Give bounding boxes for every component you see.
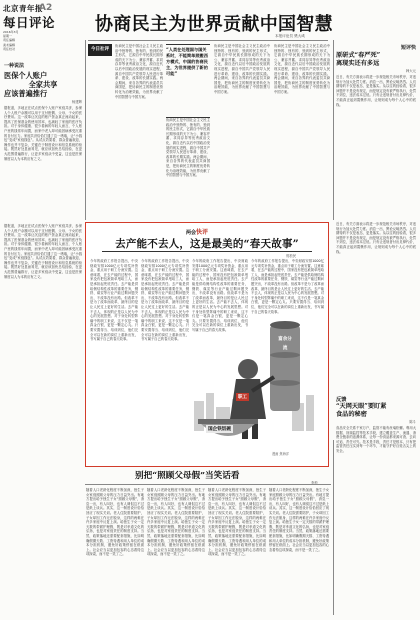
bottom-body-col: 随着人口老龄化程度不断加深，独生子女家庭照顾父母的压力日益突出。有地方提出给予独生子女“照顾父母假”，消息一出，有人叫好，也有人调侃这不过是纸上谈兵。其实，这一制度设计恰恰回应了现实关切。老人住院需要陪护，子女却因工作无法脱身，这样的两难在许多家庭中反复上演。给独生子女一定天数的带薪护理假，既是对孝道文化的弘扬，也是对家庭责任的制度支持。当然，政策落地还需要配套措施，比如明确假期天数、工资待遇和用人单位的成本分担机制，避免好政策停留在纸面上。社会应当以更加包容的心态看待这项探索，而不是一笑了之。	[269, 488, 329, 552]
lead-body-area	[88, 44, 330, 219]
paper-name: 北京青年报	[3, 4, 43, 13]
lead-body-col: 协商民主是中国社会主义民主政治中独特的、独有的、独到的民主形式，它源自中华民族长期形成的天下为公、兼容并蓄、求同存异等优秀政治文化，源自近代以后中国政治发展的现实进程，源自中国共产党领导人民进行革命、建设、改革的长期实践。两会期间，来自各界的代表委员共商国是，把协商民主的制度优势转化为治理效能，为世界贡献了中国智慧与中国方案。	[115, 44, 163, 99]
info-line: 2016年3月	[3, 30, 19, 34]
lead-title-rule	[88, 40, 328, 41]
short-title-line: 离现实还有多远	[336, 60, 380, 67]
feature-body-col: 今年的政府工作报告提出，中央财政安排1000亿元专项奖补资金，重点用于职工分流安置。这意味着，在去产能的过程中，国家没有把包袱简单甩给工人，而是承担起兜底责任。去产能是供给侧结构性改革的重要任务，钢铁、煤炭等行业产能过剩问题突出，不改革没有出路。但改革不是为了改革而改革，最终目的是让人民过上更好的生活。去产能不去人，体现的正是以人民为中心的发展思想。对于身处转型阵痛中的职工来说，这不仅是一笔真金白银，更是一颗定心丸。只要安置得当、培训到位，他们完全可以在新的岗位上重新出发，书写属于自己的春天故事。	[90, 259, 138, 342]
bottom-article	[85, 468, 333, 616]
lead-title: 协商民主为世界贡献中国智慧	[95, 14, 333, 35]
cartoon-credit: 漫画 焦海洋	[272, 452, 289, 456]
short-body: 近日，有关方面表示将进一步规范相关市场秩序，对违规行为加大处罚力度。消息一出，舆论反响热烈。人们期待的不仅是表态，更是落实。从以往的经验看，很多问题并不是没有规定，而是规定没有被严格执行，处罚不到位，违法成本过低。只有让违规者付出足够代价，才能真正起到震慑作用，让规则成为每个人心中的底线。	[336, 75, 416, 107]
column-divider	[333, 40, 334, 220]
feedback-column	[336, 222, 416, 614]
pot-label: 富余分流	[278, 337, 292, 351]
lead-body-col: 协商民主是中国社会主义民主政治中独特的、独有的、独到的民主形式，它源自中华民族长期形成的天下为公、兼容并蓄、求同存异等优秀政治文化，源自近代以后中国政治发展的现实进程，源自中国共产党领导人民进行革命、建设、改革的长期实践。两会期间，来自各界的代表委员共商国是，把协商民主的制度优势转化为治理效能，为世界贡献了中国智慧与中国方案。	[274, 44, 330, 94]
left-kicker	[4, 62, 82, 69]
short-kicker: 短评快	[400, 45, 416, 51]
left-title-line: 应该普遍推行	[4, 89, 48, 98]
column-divider	[85, 40, 86, 220]
left-body: 据报道，多地正在试点医保个人账户家庭共济，参保人个人账户余额可以用于支付配偶、父母、子女的医疗费用。这一改革让沉淀的账户资金真正流动起来，提高了医保基金的使用效率，也减轻了家庭的医疗负担。对于身体健康、很少看病的年轻人而言，个人账户里的钱常年闲置，而家中老人却可能因病承受沉重的自付压力。家庭共济恰恰打通了这一堵墙，让“小钱包”变成“家庭钱包”。从试点效果看，群众普遍欢迎，操作也并不复杂，关键在于制度设计和信息系统的衔接。既然好处显而易见，就应该加快总结经验，在更大范围普遍推行，让更多家庭从中受益，这也是医保制度以人为本的应有之义。	[4, 106, 82, 161]
feature-title-rule	[102, 251, 312, 252]
feedback-body: 食品安全关系千家万户，监管不能有丝毫松懈。利用大数据、视频监控等技术手段，建立覆盖生产、流通、消费全链条的追溯体系，让每一份食品都来源可查、去向可追、责任可究。技术是手段，责任才是根本，只有把监管责任压实到每一个环节，才能守护好百姓舌尖上的安全。	[336, 426, 416, 453]
feature-body-col: 今年的政府工作报告提出，中央财政安排1000亿元专项奖补资金，重点用于职工分流安置。这意味着，在去产能的过程中，国家没有把包袱简单甩给工人，而是承担起兜底责任。去产能是供给侧结构性改革的重要任务，钢铁、煤炭等行业产能过剩问题突出，不改革没有出路。但改革不是为了改革而改革，最终目的是让人民过上更好的生活。去产能不去人，体现的正是以人民为中心的发展思想。对于身处转型阵痛中的职工来说，这不仅是一笔真金白银，更是一颗定心丸。只要安置得当、培训到位，他们完全可以在新的岗位上重新出发，书写属于自己的春天故事。	[192, 259, 248, 332]
info-line: 星期一	[3, 34, 13, 39]
bottom-title: 别把“照顾父母假”当笑话看	[135, 471, 240, 481]
bottom-body-col: 随着人口老龄化程度不断加深，独生子女家庭照顾父母的压力日益突出。有地方提出给予独生子女“照顾父母假”，消息一出，有人叫好，也有人调侃这不过是纸上谈兵。其实，这一制度设计恰恰回应了现实关切。老人住院需要陪护，子女却因工作无法脱身，这样的两难在许多家庭中反复上演。给独生子女一定天数的带薪护理假，既是对孝道文化的弘扬，也是对家庭责任的制度支持。当然，政策落地还需要配套措施，比如明确假期天数、工资待遇和用人单位的成本分担机制，避免好政策停留在纸面上。社会应当以更加包容的心态看待这项探索，而不是一笑了之。	[147, 488, 205, 557]
bottom-body-col: 随着人口老龄化程度不断加深，独生子女家庭照顾父母的压力日益突出。有地方提出给予独生子女“照顾父母假”，消息一出，有人叫好，也有人调侃这不过是纸上谈兵。其实，这一制度设计恰恰回应了现实关切。老人住院需要陪护，子女却因工作无法脱身，这样的两难在许多家庭中反复上演。给独生子女一定天数的带薪护理假，既是对孝道文化的弘扬，也是对家庭责任的制度支持。当然，政策落地还需要配套措施，比如明确假期天数、工资待遇和用人单位的成本分担机制，避免好政策停留在纸面上。社会应当以更加包容的心态看待这项探索，而不是一笑了之。	[208, 488, 266, 557]
masthead-info	[3, 30, 31, 51]
lead-body-col: 协商民主是中国社会主义民主政治中独特的、独有的、独到的民主形式，它源自中华民族长期形成的天下为公、兼容并蓄、求同存异等优秀政治文化，源自近代以后中国政治发展的现实进程，源自中国共产党领导人民进行革命、建设、改革的长期实践。两会期间，来自各界的代表委员共商国是，把协商民主的制度优势转化为治理效能，为世界贡献了中国智慧与中国方案。	[166, 118, 210, 178]
column-tag-text: 今日社评	[91, 47, 109, 52]
bottom-title-rule	[85, 484, 331, 485]
left-title-line: 医保个人账户	[4, 71, 48, 80]
feedback-title-line: “天网天眼”要盯紧	[336, 403, 387, 410]
feature-author: 郭松民	[286, 254, 297, 258]
left-title-line: 全家共享	[28, 80, 58, 89]
pull-quote	[166, 44, 210, 118]
bottom-author: 李松	[311, 481, 318, 485]
column-divider	[333, 440, 334, 615]
info-line: 责任校对	[3, 46, 16, 51]
feature-kicker-accent: 快评	[196, 229, 209, 236]
badge-label: 职工	[238, 395, 247, 400]
section-title: 每日评论	[3, 15, 56, 30]
left-body-continued: 据报道，多地正在试点医保个人账户家庭共济，参保人个人账户余额可以用于支付配偶、父母、子女的医疗费用。这一改革让沉淀的账户资金真正流动起来，提高了医保基金的使用效率，也减轻了家庭的医疗负担。对于身体健康、很少看病的年轻人而言，个人账户里的钱常年闲置，而家中老人却可能因病承受沉重的自付压力。家庭共济恰恰打通了这一堵墙，让“小钱包”变成“家庭钱包”。从试点效果看，群众普遍欢迎，操作也并不复杂，关键在于制度设计和信息系统的衔接。既然好处显而易见，就应该加快总结经验，在更大范围普遍推行，让更多家庭从中受益，这也是医保制度以人为本的应有之义。	[4, 224, 82, 279]
left-author: 杨建辉	[71, 100, 82, 104]
info-line: 美术编辑	[3, 42, 16, 47]
right-column	[336, 44, 416, 219]
bottom-body-col: 随着人口老龄化程度不断加深，独生子女家庭照顾父母的压力日益突出。有地方提出给予独生子女“照顾父母假”，消息一出，有人叫好，也有人调侃这不过是纸上谈兵。其实，这一制度设计恰恰回应了现实关切。老人住院需要陪护，子女却因工作无法脱身，这样的两难在许多家庭中反复上演。给独生子女一定天数的带薪护理假，既是对孝道文化的弘扬，也是对家庭责任的制度支持。当然，政策落地还需要配套措施，比如明确假期天数、工资待遇和用人单位的成本分担机制，避免好政策停留在纸面上。社会应当以更加包容的心态看待这项探索，而不是一笑了之。	[86, 488, 144, 557]
feature-body-col: 今年的政府工作报告提出，中央财政安排1000亿元专项奖补资金，重点用于职工分流安置。这意味着，在去产能的过程中，国家没有把包袱简单甩给工人，而是承担起兜底责任。去产能是供给侧结构性改革的重要任务，钢铁、煤炭等行业产能过剩问题突出，不改革没有出路。但改革不是为了改革而改革，最终目的是让人民过上更好的生活。去产能不去人，体现的正是以人民为中心的发展思想。对于身处转型阵痛中的职工来说，这不仅是一笔真金白银，更是一颗定心丸。只要安置得当、培训到位，他们完全可以在新的岗位上重新出发，书写属于自己的春天故事。	[141, 259, 189, 342]
left-column	[4, 62, 82, 222]
column-tag	[88, 44, 112, 56]
feedback-kicker: 反馈	[336, 397, 347, 403]
feature-body-col: 今年的政府工作报告提出，中央财政安排1000亿元专项奖补资金，重点用于职工分流安置。这意味着，在去产能的过程中，国家没有把包袱简单甩给工人，而是承担起兜底责任。去产能是供给侧结构性改革的重要任务，钢铁、煤炭等行业产能过剩问题突出，不改革没有出路。但改革不是为了改革而改革，最终目的是让人民过上更好的生活。去产能不去人，体现的正是以人民为中心的发展思想。对于身处转型阵痛中的职工来说，这不仅是一笔真金白银，更是一颗定心丸。只要安置得当、培训到位，他们完全可以在新的岗位上重新出发，书写属于自己的春天故事。	[251, 259, 324, 314]
cartoon-illustration	[192, 315, 324, 461]
feedback-body-top: 近日，有关方面表示将进一步规范相关市场秩序，对违规行为加大处罚力度。消息一出，舆论反响热烈。人们期待的不仅是表态，更是落实。从以往的经验看，很多问题并不是没有规定，而是规定没有被严格执行，处罚不到位，违法成本过低。只有让违规者付出足够代价，才能真正起到震慑作用，让规则成为每个人心中的底线。	[336, 222, 416, 254]
page-code: A2	[39, 3, 53, 13]
feature-kicker	[186, 227, 208, 236]
short-author: 韩大元	[405, 69, 416, 73]
cartoon-caption: 国企铁饭碗	[208, 427, 231, 432]
info-line: 责任编辑	[3, 38, 16, 43]
cartoon	[192, 315, 324, 461]
lead-byline: 本报评论员 樊大彧	[275, 34, 305, 38]
feedback-title-line: 食品的秘密	[336, 411, 367, 418]
left-kicker-text: 一种说法	[4, 63, 25, 69]
feature-title: 去产能不去人，这是最美的“春天故事”	[115, 238, 299, 250]
masthead	[3, 3, 81, 59]
feature-box	[85, 222, 329, 467]
pull-quote-text: “人类在处理国与国关系时，不能简单照搬西方模式，中国的协商民主，为世界提供了新的可能”	[166, 47, 208, 76]
lead-body-col: 协商民主是中国社会主义民主政治中独特的、独有的、独到的民主形式，它源自中华民族长期形成的天下为公、兼容并蓄、求同存异等优秀政治文化，源自近代以后中国政治发展的现实进程，源自中国共产党领导人民进行革命、建设、改革的长期实践。两会期间，来自各界的代表委员共商国是，把协商民主的制度优势转化为治理效能，为世界贡献了中国智慧与中国方案。	[214, 44, 270, 94]
feature-kicker-small: 两会	[186, 230, 197, 236]
short-title-line: 原研式“春严死”	[336, 52, 381, 59]
feedback-author: 陈斗	[409, 420, 416, 424]
